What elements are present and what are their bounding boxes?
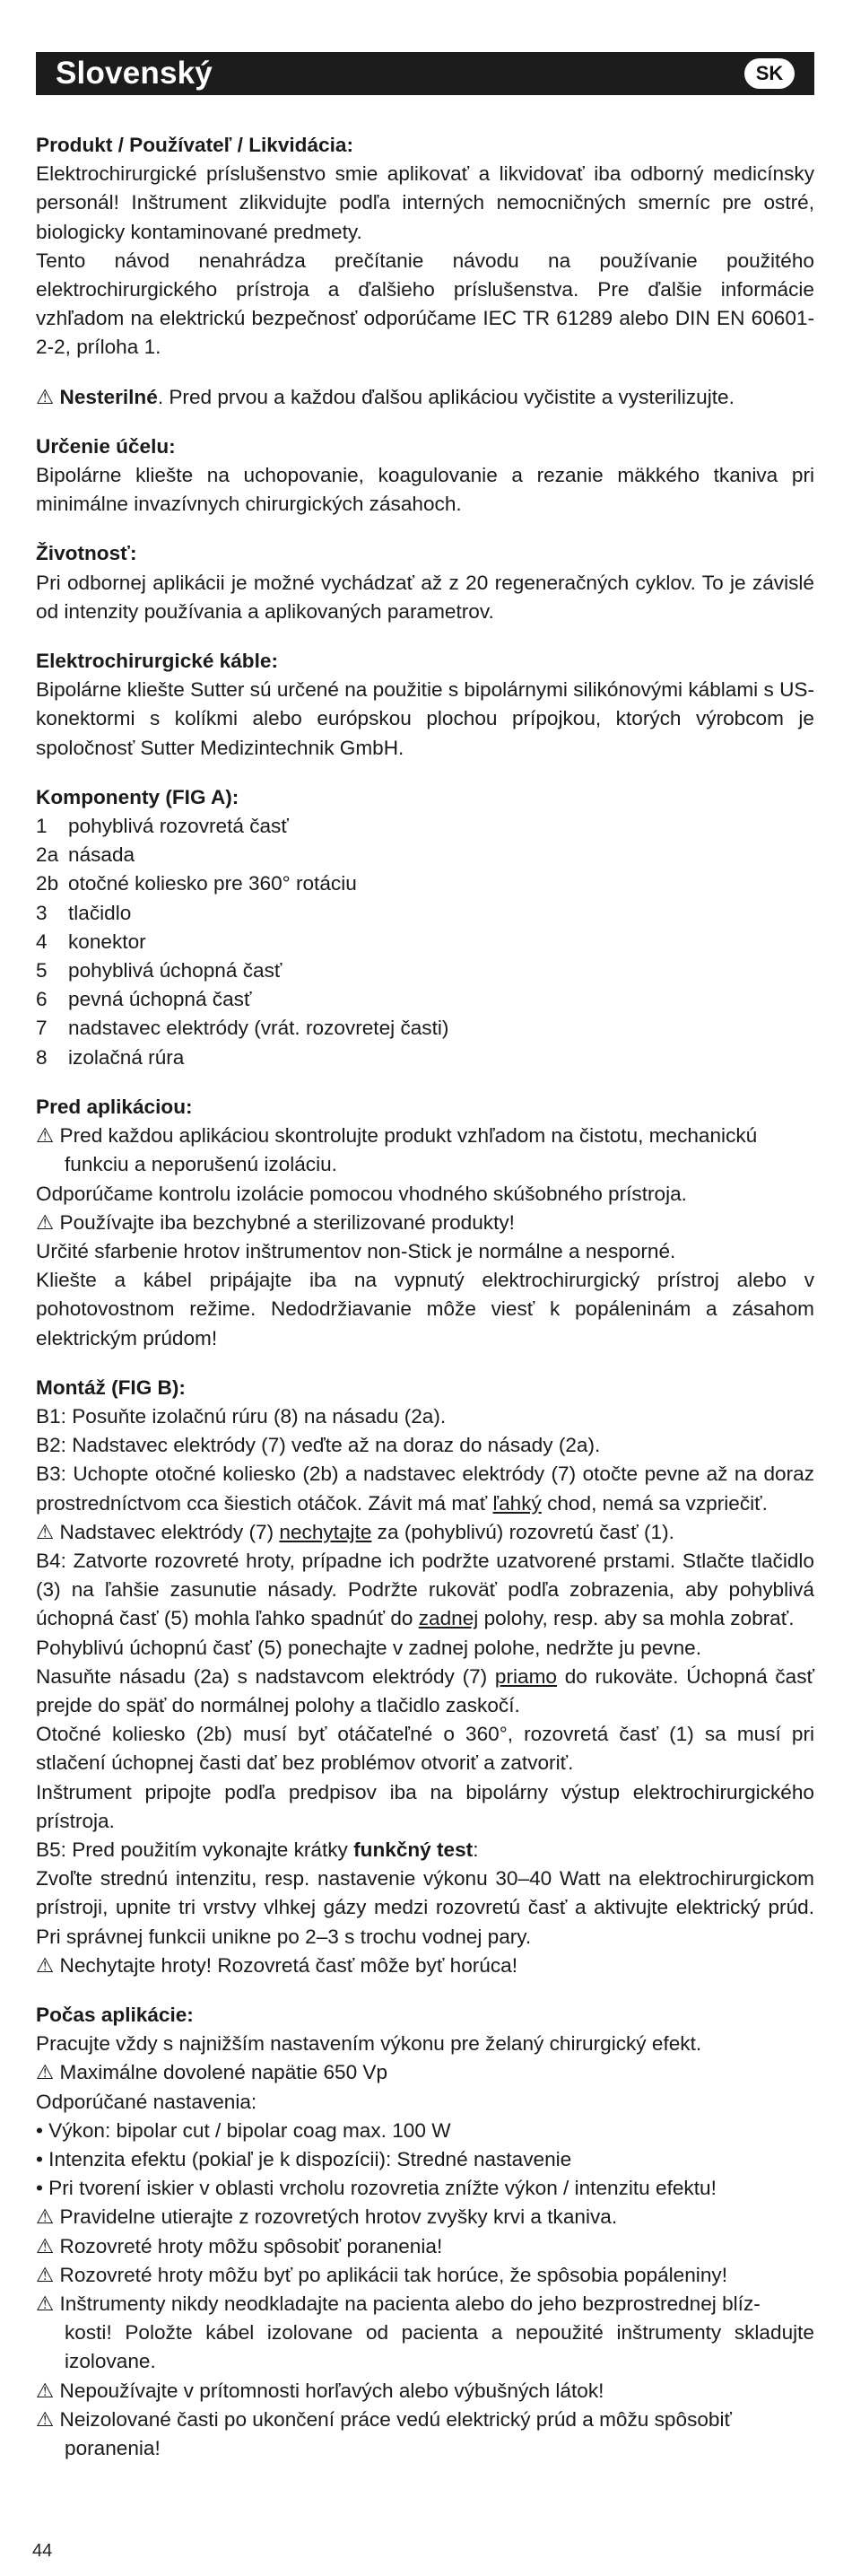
- warning-nesterilne: [36, 383, 814, 412]
- paragraph: Zvoľte strednú intenzitu, resp. nastavenie výkonu 30–40 Watt na elektrochirurgickom prístroji, upnite tri vrstvy vlhkej gázy medzi rozovretú časť a aktivujte elektrický prúd. Pri správnej funkcii unikne po 2–3 s trochu vodnej pary.: [36, 1867, 814, 1948]
- warning-line: ⚠ Maximálne dovolené napätie 650 Vp: [36, 2061, 388, 2084]
- component-number: 7: [36, 1017, 48, 1040]
- paragraph: Otočné koliesko (2b) musí byť otáčateľné o 360°, rozovretá časť (1) sa musí pri stlačení úchopnej časti dať bez problémov otvoriť a zatvoriť.: [36, 1723, 814, 1775]
- underlined-text: zadnej: [418, 1607, 479, 1630]
- component-label: nadstavec elektródy (vrát. rozovretej časti): [68, 1017, 449, 1040]
- section-heading: Montáž (FIG B):: [36, 1375, 186, 1399]
- bullet-item: • Intenzita efektu (pokiaľ je k dispozícii): Stredné nastavenie: [36, 2148, 572, 2170]
- section-produkt: [36, 131, 814, 362]
- component-item: [36, 1043, 814, 1072]
- warning-line: ⚠ Nepoužívajte v prítomnosti horľavých alebo výbušných látok!: [36, 2379, 604, 2402]
- step-b5: [36, 1836, 814, 1864]
- section-pred-aplikaciou: [36, 1093, 814, 1353]
- step-b2: B2: Nadstavec elektródy (7) veďte až na doraz do násady (2a).: [36, 1434, 601, 1457]
- paragraph-text: Nasuňte násadu (2a) s nadstavcom elektródy (7): [36, 1664, 495, 1688]
- warning-bold-text: Nesterilné: [59, 385, 158, 408]
- step-text: polohy, resp. aby sa mohla zobrať.: [478, 1607, 795, 1630]
- section-heading: Elektrochirurgické káble:: [36, 650, 278, 673]
- warning-line: ⚠ Rozovreté hroty môžu byť po aplikácii tak horúce, že spôsobia popáleniny!: [36, 2263, 727, 2286]
- component-number: 2a: [36, 843, 59, 867]
- component-label: tlačidlo: [68, 901, 132, 924]
- component-item: [36, 899, 814, 928]
- section-urcenie: [36, 432, 814, 520]
- step-text: :: [473, 1838, 479, 1861]
- section-heading: Určenie účelu:: [36, 434, 176, 458]
- bullet-item: • Pri tvorení iskier v oblasti vrcholu rozovretia znížte výkon / intenzitu efektu!: [36, 2177, 717, 2200]
- underlined-text: nechytajte: [279, 1520, 372, 1543]
- step-text: chod, nemá sa vzpriečiť.: [541, 1491, 768, 1515]
- warning-text: . Pred prvou a každou ďalšou aplikáciou vyčistite a vysterilizujte.: [157, 385, 735, 408]
- bold-text: funkčný test: [353, 1838, 474, 1861]
- warning-line-continued: funkciu a neporušenú izoláciu.: [65, 1153, 337, 1176]
- warning-line: ⚠ Inštrumenty nikdy neodkladajte na pacienta alebo do jeho bezprostrednej blíz-: [36, 2292, 761, 2316]
- step-text: B5: Pred použitím vykonajte krátky: [36, 1838, 354, 1861]
- component-item: [36, 841, 814, 869]
- component-label: otočné koliesko pre 360° rotáciu: [68, 872, 357, 895]
- warning-text: za (pohyblivú) rozovretú časť (1).: [371, 1520, 674, 1543]
- paragraph: Pracujte vždy s najnižším nastavením výkonu pre želaný chirurgický efekt.: [36, 2032, 702, 2056]
- section-heading: Komponenty (FIG A):: [36, 785, 239, 808]
- section-pocas-aplikacie: [36, 2001, 814, 2463]
- section-heading: Pred aplikáciou:: [36, 1095, 193, 1118]
- component-item: [36, 956, 814, 985]
- section-heading: Životnosť:: [36, 542, 137, 565]
- warning-text: ⚠ Nadstavec elektródy (7): [36, 1520, 280, 1543]
- warning-line: ⚠ Rozovreté hroty môžu spôsobiť poranenia!: [36, 2234, 443, 2257]
- component-item: [36, 985, 814, 1014]
- paragraph: Inštrument pripojte podľa predpisov iba na bipolárny výstup elektrochirurgického prístroja.: [36, 1780, 814, 1832]
- component-number: 4: [36, 930, 48, 953]
- component-label: násada: [68, 843, 135, 867]
- step-text: B3: Uchopte otočné koliesko (2b) a nadstavec elektródy (7) otočte pevne až na doraz prostredníctvom cca šiestich otáčok. Závit má mať: [36, 1463, 814, 1515]
- component-number: 5: [36, 959, 48, 982]
- component-number: 8: [36, 1045, 48, 1069]
- section-heading: Počas aplikácie:: [36, 2003, 194, 2026]
- section-zivotnost: [36, 539, 814, 626]
- warning-line: ⚠ Pred každou aplikáciou skontrolujte produkt vzhľadom na čistotu, mechanickú: [36, 1124, 758, 1148]
- component-item: [36, 869, 814, 898]
- component-number: 1: [36, 815, 48, 838]
- component-label: pohyblivá rozovretá časť: [68, 815, 289, 838]
- warning-line: ⚠ Nechytajte hroty! Rozovretá časť môže byť horúca!: [36, 1953, 517, 1977]
- underlined-text: ľahký: [492, 1491, 542, 1515]
- component-label: izolačná rúra: [68, 1045, 185, 1069]
- step-b1: B1: Posuňte izolačnú rúru (8) na násadu (2a).: [36, 1404, 447, 1428]
- section-komponenty: [36, 783, 814, 1072]
- component-item: [36, 928, 814, 956]
- paragraph: Určité sfarbenie hrotov inštrumentov non-Stick je normálne a nesporné.: [36, 1239, 676, 1262]
- paragraph: Pri odbornej aplikácii je možné vychádzať až z 20 regeneračných cyklov. To je závislé od intenzity používania a aplikovaných parametrov.: [36, 571, 814, 623]
- warning-line: [36, 1518, 814, 1547]
- paragraph: Odporúčame kontrolu izolácie pomocou vhodného skúšobného prístroja.: [36, 1182, 687, 1205]
- paragraph: [36, 1663, 814, 1720]
- warning-line-continued: kosti! Položte kábel izolovane od pacienta a nepoužité inštrumenty skladujte izolovane.: [65, 2321, 814, 2373]
- component-label: konektor: [68, 930, 146, 953]
- section-heading: Produkt / Používateľ / Likvidácia:: [36, 134, 353, 156]
- language-badge: SK: [744, 58, 795, 89]
- component-number: 6: [36, 988, 48, 1011]
- warning-line: ⚠ Pravidelne utierajte z rozovretých hrotov zvyšky krvi a tkaniva.: [36, 2205, 618, 2229]
- section-kable: [36, 647, 814, 763]
- warning-line: ⚠ Neizolované časti po ukončení práce vedú elektrický prúd a môžu spôsobiť: [36, 2407, 732, 2431]
- section-montaz: [36, 1374, 814, 1980]
- language-header: [36, 52, 814, 95]
- language-title: Slovenský: [56, 56, 213, 91]
- document-body: [36, 131, 814, 2484]
- step-b4: [36, 1547, 814, 1634]
- warning-icon: ⚠: [36, 385, 55, 408]
- underlined-text: priamo: [494, 1664, 557, 1688]
- component-item: [36, 812, 814, 841]
- paragraph-text: do rukoväte. Úchopná časť prejde do späť do normálnej polohy a tlačidlo zaskočí.: [36, 1664, 814, 1716]
- component-item: [36, 1014, 814, 1043]
- component-number: 3: [36, 901, 48, 924]
- warning-line-continued: poranenia!: [65, 2437, 161, 2460]
- component-label: pohyblivá úchopná časť: [68, 959, 283, 982]
- component-number: 2b: [36, 872, 59, 895]
- paragraph: Pohyblivú úchopnú časť (5) ponechajte v zadnej polohe, nedržte ju pevne.: [36, 1636, 702, 1659]
- paragraph: Kliešte a kábel pripájajte iba na vypnutý elektrochirurgický prístroj alebo v pohotovostnom režime. Nedodržiavanie môže viesť k popáleninám a zásahom elektrickým prúdom!: [36, 1269, 814, 1349]
- page-number: 44: [32, 2541, 53, 2561]
- bullet-item: • Výkon: bipolar cut / bipolar coag max. 100 W: [36, 2118, 451, 2142]
- paragraph: Tento návod nenahrádza prečítanie návodu na používanie použitého elektrochirurgického prístroja a ďalšieho príslušenstva. Pre ďalšie informácie vzhľadom na elektrickú bezpečnosť odporúčame IEC TR 61289 alebo DIN EN 60601-2-2, príloha 1.: [36, 249, 814, 359]
- paragraph: Bipolárne kliešte Sutter sú určené na použitie s bipolárnymi silikónovými káblami s US-konektormi s kolíkmi alebo európskou plochou prípojkou, ktorých výrobcom je spoločnosť Sutter Medizintechnik GmbH.: [36, 678, 814, 759]
- paragraph: Elektrochirurgické príslušenstvo smie aplikovať a likvidovať iba odborný medicínsky personál! Inštrument zlikvidujte podľa interných nemocničných smerníc pre ostré, biologicky kontaminované predmety.: [36, 162, 814, 243]
- step-b3: [36, 1460, 814, 1517]
- step-text: B4: Zatvorte rozovreté hroty, prípadne ich podržte uzatvorené prstami. Stlačte tlačidlo (3) na ľahšie zasunutie násady. Podržte rukoväť podľa zobrazenia, aby pohyblivá úchopná časť (5) mohla ľahko spadnúť do: [36, 1549, 814, 1630]
- paragraph: Odporúčané nastavenia:: [36, 2090, 257, 2113]
- warning-line: ⚠ Používajte iba bezchybné a sterilizované produkty!: [36, 1210, 515, 1234]
- component-label: pevná úchopná časť: [68, 988, 252, 1011]
- paragraph: Bipolárne kliešte na uchopovanie, koagulovanie a rezanie mäkkého tkaniva pri minimálne invazívnych chirurgických zásahoch.: [36, 464, 814, 516]
